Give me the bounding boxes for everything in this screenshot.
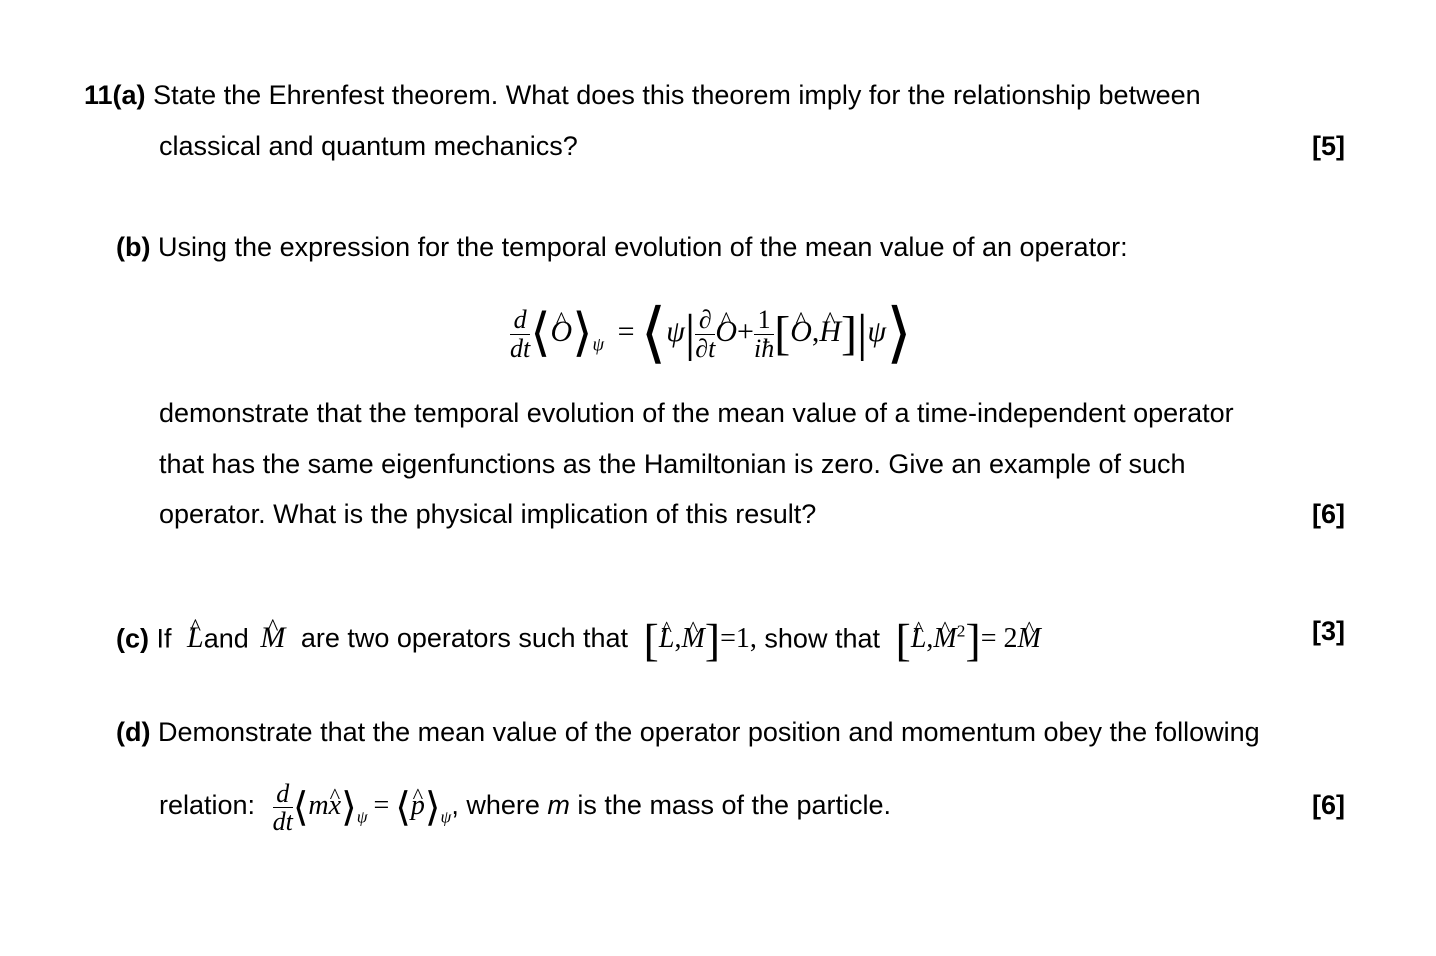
part-d-marks: [6] [1312,790,1345,820]
part-b-text-1: demonstrate that the temporal evolution of the mean value of a time-independent operator [159,398,1234,428]
part-d-text-1: Demonstrate that the mean value of the operator position and momentum obey the following [158,717,1260,747]
part-d-line2: relation: $\frac{d}{dt}$ ⟨m^ $x⟩_\psi$ = ⟨^ $p⟩_\psi$, where m is the mass of the particle. [159,770,891,842]
part-c-and: and [203,623,249,654]
part-c-marks: [3] [1312,616,1345,646]
ehrenfest-equation: $\frac{d}{dt}$ ⟨^ $O⟩_\psi$ =⟨ψ| $\frac{\partial}{\partial t}$ ^ O+ $\frac{1}{iħ}$ [^ O,^ H]|ψ⟩ [510,292,912,376]
momentum-relation: $\frac{d}{dt}$ ⟨m^ $x⟩_\psi$ = ⟨^ $p⟩_\psi$ [273,790,452,821]
part-a-label: 11(a) [84,80,146,110]
part-b-intro-text: Using the expression for the temporal evolution of the mean value of an operator: [158,232,1128,262]
part-d-where: where [466,790,540,820]
part-d-line1 [116,719,1260,746]
part-c-show: show that [764,623,880,654]
part-a-line1 [84,82,1201,109]
part-b-intro [116,234,1128,261]
part-b-text-2: that has the same eigenfunctions as the Hamiltonian is zero. Give an example of such [159,449,1186,479]
part-b-text-3: operator. What is the physical implication of this result? [159,499,817,529]
commutator-result: [^ L,^ $M^2]=$ 2^ M [896,623,1041,654]
part-c-if: If [156,623,172,654]
part-a-text-2: classical and quantum mechanics? [159,131,578,161]
commutator-given: [^ L,^ M]=1, [644,623,757,654]
part-d-m: m [547,790,570,820]
part-b-label: (b) [116,232,151,262]
part-b-marks: [6] [1312,499,1345,529]
part-d-label: (d) [116,717,151,747]
part-c-label: (c) [116,623,149,654]
part-d-relation: relation: [159,790,256,820]
part-c-line: (c) If ^ Land ^ M are two operators such that [^ L,^ M]=1, show that [^ L,^ $M^2]=$ 2^ M [116,604,1041,660]
part-a-marks: [5] [1312,131,1345,161]
part-a-text-1: State the Ehrenfest theorem. What does this theorem imply for the relationship between [153,80,1201,110]
part-c-middle: are two operators such that [300,623,629,654]
part-d-tail: is the mass of the particle. [577,790,892,820]
